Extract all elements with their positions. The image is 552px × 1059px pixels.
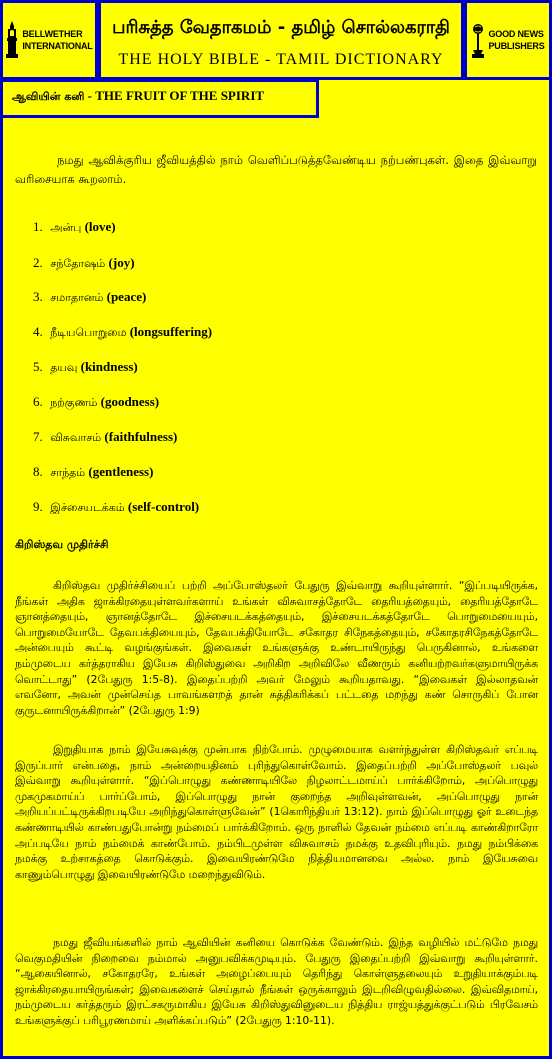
- list-item: [33, 464, 153, 481]
- good-news-logo-box[interactable]: [464, 0, 552, 80]
- bellwether-logo-line2: INTERNATIONAL: [22, 41, 93, 51]
- body-paragraph-2: இறுதியாக நாம் இயேசுவுக்கு முன்பாக நிற்போம். முழுமையாக வளர்ந்துள்ள கிறிஸ்தவர் எப்படி இருப்பார் என்பதை, நாம் அன்றையதினம் புரிந்துகொள்வோம். இதைப்பற்றி அப்போஸ்தலர் பவுல் இவ்வாறு கூறியுள்ளார். “இப்பொழுது கண்ணாடியிலே நிழலாட்டமாய்ப் பார்க்கிறோம், அப்பொழுது முகமுகமாய்ப் பார்ப்போம், இப்பொழுது நான் குறைந்த அறிவுள்ளவன், அப்பொழுது நான் அறியப்பட்டிருக்கிறபடியே அறிந்துகொள்ளுவேன்” (1கொரிந்தியர் 13:12). நாம் இப்பொழுது ஓர் உடைந்த கண்ணாடியில் காண்பதுபோன்று நம்மைப் பார்க்கிறோம். ஒரு நாளில் தேவன் நம்மை எப்படி காண்கிறாரோ அப்படியே நாம் நம்மைக் காண்போம். நம்பிடமுள்ள விசுவாசம் நமக்கு உதவிபுரியும். நமது நம்பிக்கை நமக்கு உற்சாகத்தை கொடுக்கும். இவையிரண்டுமே நித்தியமானவை அல்ல. நாம் இயேசுவை காணும்பொழுது இவையிரண்டுமே மறைந்துவிடும்.: [15, 743, 538, 881]
- list-item-english: (faithfulness): [104, 429, 178, 444]
- list-item-tamil: நீடியபொறுமை: [50, 326, 127, 339]
- section-title-tamil: ஆவியின் கனி: [12, 90, 85, 103]
- list-item-english: (gentleness): [88, 464, 154, 479]
- bell-tower-icon: [5, 20, 19, 60]
- list-item-english: (peace): [106, 289, 147, 304]
- list-item-number: 6.: [33, 394, 43, 409]
- list-item: [33, 499, 199, 516]
- list-item: [33, 255, 135, 272]
- intro-paragraph: நமது ஆவிக்குரிய ஜீவியத்தில் நாம் வெளிப்படுத்தவேண்டிய நற்பண்புகள். இதை இவ்வாறு வரிசையாக கூறலாம்.: [15, 153, 537, 186]
- list-item: [33, 219, 116, 236]
- list-item-tamil: சமாதானம்: [50, 291, 104, 304]
- list-item: [33, 324, 212, 341]
- section-title-english: - THE FRUIT OF THE SPIRIT: [84, 88, 265, 103]
- list-item-number: 5.: [33, 359, 43, 374]
- list-item-tamil: சாந்தம்: [50, 466, 86, 479]
- list-item-number: 8.: [33, 464, 43, 479]
- list-item-number: 3.: [33, 289, 43, 304]
- list-item-number: 7.: [33, 429, 43, 444]
- list-item-number: 2.: [33, 255, 43, 270]
- list-item: [33, 394, 159, 411]
- bellwether-logo-line1: BELLWETHER: [22, 29, 83, 39]
- list-item: [33, 289, 146, 306]
- list-item: [33, 359, 138, 376]
- list-item-tamil: இச்சையடக்கம்: [50, 501, 125, 514]
- body-paragraph-3: நமது ஜீவியங்களில் நாம் ஆவியின் கனியை கொடுக்க வேண்டும். இந்த வழியில் மட்டுமே நமது வெகுமதியின் நிறைவை நம்மால் அனுபவிக்கமுடியும். பேதுரு இதைப்பற்றி இவ்வாறு கூறியுள்ளார். “ஆகையினால், சகோதரரே, உங்கள் அழைப்பையும் தெரிந்து கொள்ளுதலையும் உறுதியாக்கும்படி ஜாக்கிரதையாயிருங்கள்; இவைகளைச் செய்தால் நீங்கள் ஒருக்காலும் இடறிவிழுவதில்லை. இவ்விதமாய், நம்முடைய கர்த்தரும் இரட்சகருமாகிய இயேசு கிறிஸ்துவினுடைய நித்திய ராஜ்யத்துக்குட்படும் பிரவேசம் உங்களுக்குப் பரிபூரணமாய் அளிக்கப்படும்” (2பேதுரு 1:10-11).: [15, 936, 538, 1027]
- list-item: [33, 429, 177, 446]
- list-item-english: (self-control): [127, 499, 200, 514]
- list-item-english: (kindness): [80, 359, 138, 374]
- title-english: THE HOLY BIBLE - TAMIL DICTIONARY: [118, 51, 444, 68]
- bellwether-logo-box[interactable]: [0, 0, 98, 80]
- list-item-english: (love): [84, 219, 116, 234]
- list-item-tamil: சந்தோஷம்: [50, 257, 106, 270]
- list-item-tamil: அன்பு: [50, 221, 82, 234]
- list-item-number: 9.: [33, 499, 43, 514]
- list-item-tamil: தயவு: [50, 361, 78, 374]
- list-item-number: 1.: [33, 219, 43, 234]
- globe-stand-icon: [471, 20, 485, 60]
- list-item-tamil: விசுவாசம்: [50, 431, 102, 444]
- list-item-english: (longsuffering): [129, 324, 213, 339]
- title-tamil: பரிசுத்த வேதாகமம் - தமிழ் சொல்லகராதி: [112, 17, 450, 38]
- good-news-logo-line2: PUBLISHERS: [488, 41, 545, 51]
- list-item-english: (goodness): [100, 394, 160, 409]
- section-title: [12, 88, 264, 105]
- list-item-english: (joy): [108, 255, 135, 270]
- list-item-number: 4.: [33, 324, 43, 339]
- subheading: கிறிஸ்தவ முதிர்ச்சி: [15, 538, 109, 551]
- page-header: [98, 0, 464, 80]
- good-news-logo-line1: GOOD NEWS: [488, 29, 544, 39]
- list-item-tamil: நற்குணம்: [50, 396, 98, 409]
- body-paragraph-1: கிறிஸ்தவ முதிர்ச்சியைப் பற்றி அப்போஸ்தலர் பேதுரு இவ்வாறு கூறியுள்ளார். “இப்படியிருக்க, நீங்கள் அதிக ஜாக்கிரதையுள்ளவர்களாய் உங்கள் விசுவாசத்தோடே தைரியத்தையும், தைரியத்தோடே ஞானத்தையும், ஞானத்தோடே இச்சையடக்கத்தையும், இச்சையடக்கத்தோடே பொறுமையையும், பொறுமையோடே தேவபக்தியையும், தேவபக்தியோடே சகோதர சிநேகத்தையும், சகோதரசிநேகத்தோடே அன்பையும் கூட்டி வழங்குங்கள். இவைகள் உங்களுக்கு உண்டாயிருந்து பெருகினால், உங்களை நம்முடைய கர்த்தராகிய இயேசு கிறிஸ்துவை அறிகிற அறிவிலே வீணரும் கனியற்றவர்களுமாயிருக்க வொட்டாது” (2பேதுரு 1:5-8). இதைப்பற்றி அவர் மேலும் கூறியதாவது. “இவைகள் இல்லாதவன் எவனோ, அவன் முன்செய்த பாவங்களறத் தான் சுத்திகரிக்கப் பட்டதை மறந்து கண் சொருகிப் போன குருடனாயிருக்கிறான்” (2பேதுரு 1:9): [15, 579, 538, 717]
